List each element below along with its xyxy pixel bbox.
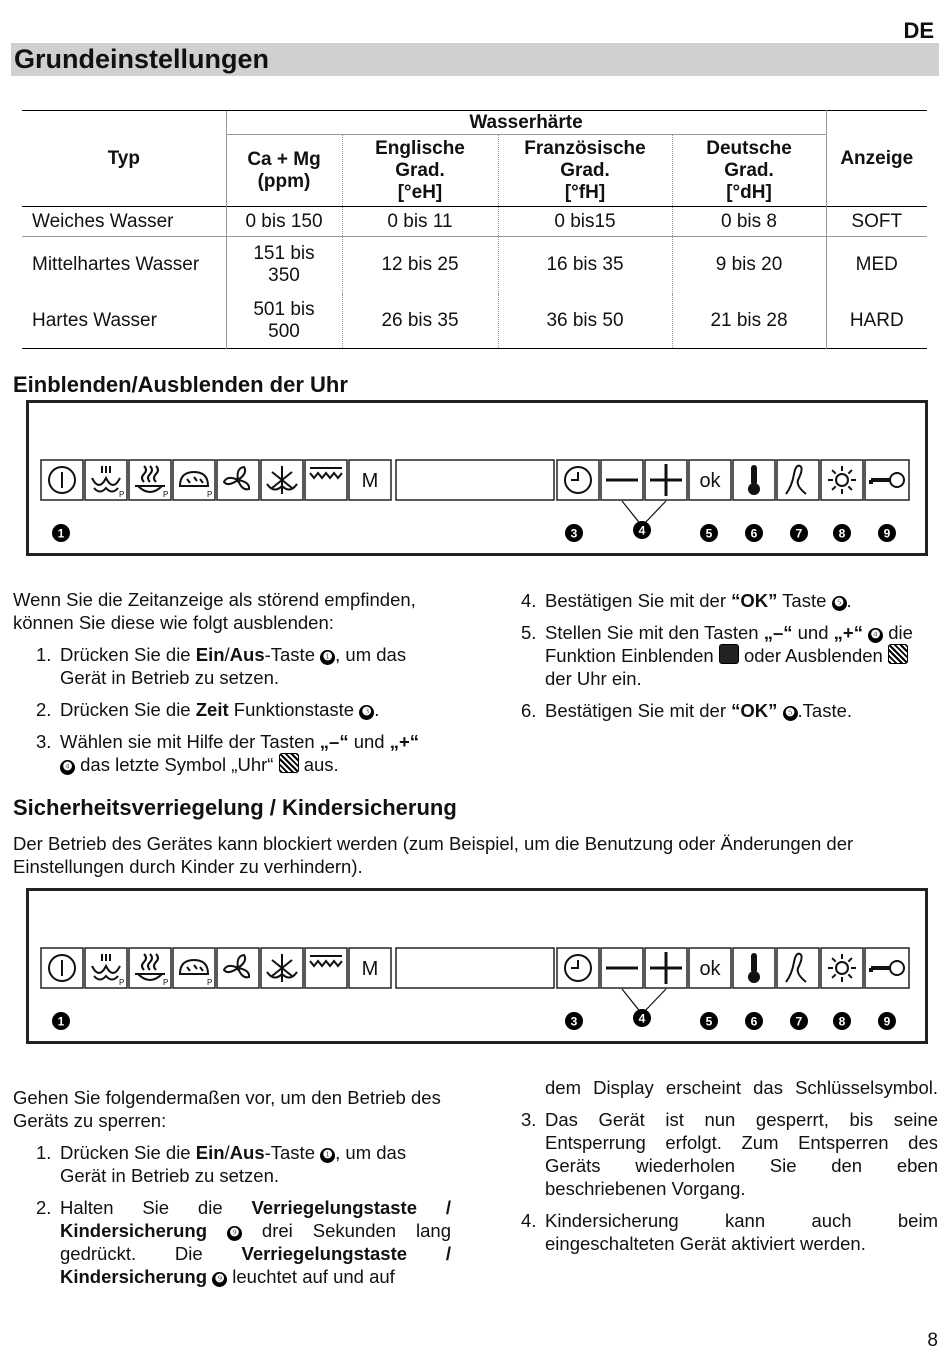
- callout-9-icon: ❾: [227, 1226, 242, 1241]
- program-marker: P: [207, 978, 213, 987]
- ok-key-label: ok: [699, 470, 721, 492]
- ok-key: [689, 460, 731, 500]
- lock-continuation: dem Display erscheint das Schlüsselsymbol.: [545, 1077, 938, 1098]
- list-item: 6. Bestätigen Sie mit der “OK” ❺ .Taste.: [521, 700, 853, 721]
- time-key: [557, 460, 599, 500]
- list-item: 3. Wählen sie mit Hilfe der Tasten „–“ und „+“ ❹ das letzte Symbol „Uhr“ aus.: [36, 731, 420, 775]
- callout-number: 7: [795, 526, 803, 541]
- list-item: 4. Bestätigen Sie mit der “OK” Taste ❺ .: [521, 590, 852, 611]
- clock-instructions-right: [498, 580, 938, 722]
- defrost-key: [261, 948, 303, 988]
- callout-7-icon: [790, 524, 808, 542]
- callout-7-icon: [790, 1012, 808, 1030]
- memory-key-label: M: [361, 958, 379, 980]
- callout-number: 5: [705, 1014, 713, 1029]
- program-marker: P: [207, 490, 213, 499]
- minus-key: [601, 460, 643, 500]
- title-bar: [11, 43, 939, 76]
- list-item: 3. Das Gerät ist nun gesperrt, bis seine Entsperrung erfolgt. Zum Entsperren des Geräts wiederholen Sie den eben beschriebenen Vorgang.: [521, 1109, 938, 1199]
- ok-icon: [699, 470, 721, 492]
- callout-5-icon: ❺: [832, 596, 847, 611]
- bread-key: [173, 948, 215, 988]
- ok-icon: [699, 958, 721, 980]
- table-row: Weiches Wasser 0 bis 150 0 bis 11 0 bis15 0 bis 8 SOFT: [22, 207, 927, 237]
- plus-key: [645, 948, 687, 988]
- control-panel-diagram: [26, 400, 928, 556]
- callout-9-icon: [878, 524, 896, 542]
- lock-instructions-right: [498, 1076, 938, 1255]
- fan-key: [217, 948, 259, 988]
- control-panel-svg: [29, 403, 925, 553]
- lock-key: [865, 460, 909, 500]
- lock-lead: Gehen Sie folgendermaßen vor, um den Betrieb des Geräts zu sperren:: [13, 1087, 441, 1131]
- header-wasserhaerte: Wasserhärte: [226, 111, 826, 135]
- callout-8-icon: [833, 1012, 851, 1030]
- callout-4-icon: ❹: [868, 628, 883, 643]
- callout-number: 1: [57, 1014, 65, 1029]
- power-key: [41, 948, 83, 988]
- program-marker: P: [119, 978, 125, 987]
- callout-number: 5: [705, 526, 713, 541]
- callout-4-icon: [633, 521, 651, 539]
- callout-number: 9: [883, 526, 891, 541]
- temperature-key: [733, 948, 775, 988]
- header-anzeige: Anzeige: [826, 111, 927, 207]
- lock-key: [865, 948, 909, 988]
- program-marker: P: [163, 490, 169, 499]
- plus-key: [645, 460, 687, 500]
- callout-1-icon: ❶: [320, 1148, 335, 1163]
- light-key: [821, 460, 863, 500]
- header-camg: Ca + Mg (ppm): [226, 135, 342, 207]
- lock-instructions-left: [13, 1086, 451, 1288]
- page-number: 8: [927, 1330, 938, 1351]
- clock-hidden-icon: [888, 644, 908, 664]
- callout-3-icon: [565, 1012, 583, 1030]
- callout-5-icon: [700, 1012, 718, 1030]
- callout-6-icon: [745, 524, 763, 542]
- memory-key: [349, 948, 391, 988]
- clock-visible-icon: [719, 644, 739, 664]
- fan-key: [217, 460, 259, 500]
- control-panel-svg: [29, 891, 925, 1041]
- clock-hidden-icon: [279, 753, 299, 773]
- memory-key-label: M: [361, 470, 379, 492]
- header-typ: Typ: [22, 111, 226, 207]
- callout-5-icon: [700, 524, 718, 542]
- display-window: [396, 948, 554, 988]
- time-key: [557, 948, 599, 988]
- callout-number: 3: [570, 1014, 578, 1029]
- callout-9-icon: [878, 1012, 896, 1030]
- memory-key: [349, 460, 391, 500]
- bread-key: [173, 460, 215, 500]
- light-key: [821, 948, 863, 988]
- callout-number: 6: [750, 526, 758, 541]
- callout-1-icon: [52, 1012, 70, 1030]
- m-icon: [362, 470, 379, 492]
- control-panel-diagram: [26, 888, 928, 1044]
- callout-6-icon: [745, 1012, 763, 1030]
- header-german: Deutsche Grad. [°dH]: [672, 135, 826, 207]
- list-item: 5. Stellen Sie mit den Tasten „–“ und „+“ ❹ die Funktion Einblenden oder Ausblenden der Uhr ein.: [521, 622, 913, 689]
- callout-9-icon: ❾: [212, 1272, 227, 1287]
- list-item: 1. Drücken Sie die Ein/Aus-Taste ❶ , um das Gerät in Betrieb zu setzen.: [36, 1142, 407, 1186]
- callout-4-icon: ❹: [60, 760, 75, 775]
- callout-number: 3: [570, 526, 578, 541]
- probe-key: [777, 948, 819, 988]
- section-heading-lock: Sicherheitsverriegelung / Kindersicherung: [13, 795, 457, 820]
- clock-instructions-left: [13, 588, 453, 776]
- ok-key: [689, 948, 731, 988]
- header-english: Englische Grad. [°eH]: [342, 135, 498, 207]
- callout-3-icon: [565, 524, 583, 542]
- callout-4-icon: [633, 1009, 651, 1027]
- list-item: 2. Halten Sie die Verriegelungstaste / Kindersicherung ❾ drei Sekunden lang gedrückt. Die Verriegelungstaste / Kindersicherung ❾ leuchtet auf und auf: [36, 1197, 452, 1287]
- defrost-key: [261, 460, 303, 500]
- language-tag: DE: [903, 18, 934, 43]
- callout-3-icon: ❸: [359, 705, 374, 720]
- grill-key: [85, 460, 127, 500]
- minus-key: [601, 948, 643, 988]
- clock-intro: Wenn Sie die Zeitanzeige als störend empfinden, können Sie diese wie folgt ausblenden:: [13, 589, 416, 633]
- callout-5-icon: ❺: [783, 706, 798, 721]
- steam-key: [129, 460, 171, 500]
- callout-1-icon: ❶: [320, 650, 335, 665]
- page-title: Grundeinstellungen: [14, 44, 270, 74]
- header-french: Französische Grad. [°fH]: [498, 135, 672, 207]
- callout-8-icon: [833, 524, 851, 542]
- callout-number: 8: [838, 526, 846, 541]
- program-marker: P: [163, 978, 169, 987]
- temperature-key: [733, 460, 775, 500]
- list-item: 1. Drücken Sie die Ein/Aus-Taste ❶ , um das Gerät in Betrieb zu setzen.: [36, 644, 407, 688]
- top-heat-key: [305, 460, 347, 500]
- callout-number: 8: [838, 1014, 846, 1029]
- section-heading-clock: Einblenden/Ausblenden der Uhr: [13, 372, 348, 397]
- callout-number: 6: [750, 1014, 758, 1029]
- grill-key: [85, 948, 127, 988]
- water-hardness-table: [22, 110, 927, 349]
- lock-intro: Der Betrieb des Gerätes kann blockiert werden (zum Beispiel, um die Benutzung oder Änderungen der Einstellungen durch Kinder zu verhindern).: [13, 833, 854, 877]
- callout-number: 1: [57, 526, 65, 541]
- callout-number: 7: [795, 1014, 803, 1029]
- table-row: Hartes Wasser 501 bis 500 26 bis 35 36 bis 50 21 bis 28 HARD: [22, 294, 927, 349]
- top-heat-key: [305, 948, 347, 988]
- callout-number: 4: [638, 523, 646, 538]
- list-item: 4. Kindersicherung kann auch beim eingeschalteten Gerät aktiviert werden.: [521, 1210, 938, 1254]
- callout-number: 9: [883, 1014, 891, 1029]
- callout-1-icon: [52, 524, 70, 542]
- steam-key: [129, 948, 171, 988]
- callout-number: 4: [638, 1011, 646, 1026]
- power-key: [41, 460, 83, 500]
- m-icon: [362, 958, 379, 980]
- program-marker: P: [119, 490, 125, 499]
- ok-key-label: ok: [699, 958, 721, 980]
- table-row: Mittelhartes Wasser 151 bis 350 12 bis 25 16 bis 35 9 bis 20 MED: [22, 237, 927, 294]
- list-item: 2. Drücken Sie die Zeit Funktionstaste ❸ .: [36, 699, 380, 720]
- display-window: [396, 460, 554, 500]
- probe-key: [777, 460, 819, 500]
